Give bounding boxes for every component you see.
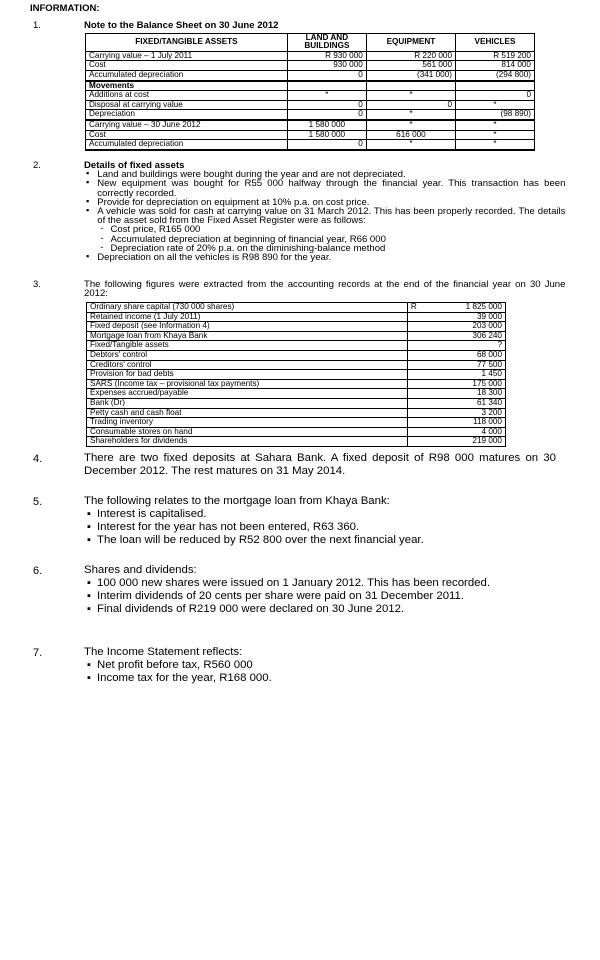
list-item: ▪ Provide for depreciation on equipment at 10% p.a. on cost price. xyxy=(84,197,565,206)
vehicles-cell: 814 000 xyxy=(456,61,535,71)
section-4-number: 4. xyxy=(33,453,43,465)
table-row xyxy=(86,140,535,150)
table-row xyxy=(87,437,506,447)
table-row xyxy=(86,91,535,101)
row-label: Fixed deposit (see Information 4) xyxy=(87,322,408,332)
section-2-details xyxy=(84,160,565,261)
amount-cell: 68 000 xyxy=(407,350,505,360)
equipment-cell: * xyxy=(366,91,455,101)
section-3-number: 3. xyxy=(33,279,41,290)
list-item: ▪ New equipment was bought for R55 000 halfway through the financial year. This transaction has been correctly recorded. xyxy=(84,178,565,196)
row-label: Provision for bad debts xyxy=(87,370,408,380)
section-4-text: There are two fixed deposits at Sahara Bank. A fixed deposit of R98 000 matures on 30 December 2012. The rest matures on 31 May 2014. xyxy=(84,452,556,477)
amount-cell: 1 450 xyxy=(407,370,505,380)
vehicles-cell: (98 890) xyxy=(456,110,535,120)
col-header-equipment: EQUIPMENT xyxy=(366,34,455,52)
section-7-income-statement xyxy=(84,646,556,685)
fixed-assets-note-table xyxy=(85,33,535,151)
table-row xyxy=(87,303,506,313)
section-3-intro: The following figures were extracted from the accounting records at the end of the financial year on 30 June 2012: xyxy=(84,278,566,299)
list-item: ▪ Interest is capitalised. xyxy=(84,508,556,521)
land-cell: 0 xyxy=(287,71,366,81)
vehicles-cell: * xyxy=(456,140,535,150)
accounting-records-table xyxy=(86,302,506,447)
list-item: ▪ Land and buildings were bought during the year and are not depreciated. xyxy=(84,169,565,178)
amount-cell: 203 000 xyxy=(407,322,505,332)
income-statement-list xyxy=(84,659,556,685)
row-label: SARS (Income tax – provisional tax payments) xyxy=(87,379,408,389)
list-item: ▪ Interest for the year has not been entered, R63 360. xyxy=(84,521,556,534)
amount-cell: 3 200 xyxy=(407,408,505,418)
vehicles-cell xyxy=(456,81,535,91)
row-label: Carrying value – 1 July 2011 xyxy=(86,51,288,61)
amount-value: 1 825 000 xyxy=(465,302,502,311)
vehicles-cell: R 519 200 xyxy=(456,51,535,61)
equipment-cell: * xyxy=(366,110,455,120)
land-cell: R 930 000 xyxy=(287,51,366,61)
equipment-cell: R 220 000 xyxy=(366,51,455,61)
list-item: ▪ The loan will be reduced by R52 800 over the next financial year. xyxy=(84,534,556,547)
table-row xyxy=(86,81,535,91)
row-label: Debtors' control xyxy=(87,350,408,360)
list-item: ▪ A vehicle was sold for cash at carrying value on 31 March 2012. This has been properly recorded. The details of the asset sold from the Fixed Asset Register were as follows: xyxy=(84,206,565,224)
table-row xyxy=(86,100,535,110)
section-7-number: 7. xyxy=(33,647,43,659)
equipment-cell: (341 000) xyxy=(366,71,455,81)
table-row xyxy=(86,51,535,61)
amount-cell: 118 000 xyxy=(407,418,505,428)
row-label: Ordinary share capital (730 000 shares) xyxy=(87,303,408,313)
sub-list-item: - Cost price, R165 000 xyxy=(84,224,565,233)
row-label: Carrying value – 30 June 2012 xyxy=(86,120,288,130)
amount-cell: 61 340 xyxy=(407,398,505,408)
information-heading: INFORMATION: xyxy=(30,3,100,14)
list-item: ▪ Depreciation on all the vehicles is R98 890 for the year. xyxy=(84,252,565,261)
amount-cell: 39 000 xyxy=(407,312,505,322)
table-row xyxy=(87,350,506,360)
section-1-number: 1. xyxy=(33,20,41,31)
land-cell: 0 xyxy=(287,110,366,120)
table-header-row xyxy=(86,34,535,52)
list-item: ▪ Net profit before tax, R560 000 xyxy=(84,659,556,672)
row-label: Petty cash and cash float xyxy=(87,408,408,418)
section-2-number: 2. xyxy=(33,160,41,171)
vehicles-cell: * xyxy=(456,130,535,140)
row-label: Retained income (1 July 2011) xyxy=(87,312,408,322)
equipment-cell: 561 000 xyxy=(366,61,455,71)
amount-cell: 4 000 xyxy=(407,427,505,437)
amount-cell: 77 500 xyxy=(407,360,505,370)
row-label: Additions at cost xyxy=(86,91,288,101)
amount-cell xyxy=(407,303,505,313)
list-item: ▪ Final dividends of R219 000 were declared on 30 June 2012. xyxy=(84,603,556,616)
land-cell: 1 580 000 xyxy=(287,130,366,140)
list-item: ▪ Interim dividends of 20 cents per share were paid on 31 December 2011. xyxy=(84,590,556,603)
equipment-cell: 0 xyxy=(366,100,455,110)
land-cell: 930 000 xyxy=(287,61,366,71)
row-label: Consumable stores on hand xyxy=(87,427,408,437)
row-label: Bank (Dr) xyxy=(87,398,408,408)
col-header-assets: FIXED/TANGIBLE ASSETS xyxy=(86,34,288,52)
equipment-cell xyxy=(366,81,455,91)
row-label: Mortgage loan from Khaya Bank xyxy=(87,331,408,341)
table-row xyxy=(87,341,506,351)
amount-cell: 175 000 xyxy=(407,379,505,389)
row-label: Shareholders for dividends xyxy=(87,437,408,447)
land-cell xyxy=(287,81,366,91)
section-1-title: Note to the Balance Sheet on 30 June 2012 xyxy=(84,19,279,30)
row-label: Depreciation xyxy=(86,110,288,120)
table-row xyxy=(86,120,535,130)
row-label: Accumulated depreciation xyxy=(86,71,288,81)
section-5-number: 5. xyxy=(33,496,43,508)
section-5-intro: The following relates to the mortgage loan from Khaya Bank: xyxy=(84,495,390,507)
list-item: ▪ 100 000 new shares were issued on 1 January 2012. This has been recorded. xyxy=(84,577,556,590)
col-header-vehicles: VEHICLES xyxy=(456,34,535,52)
row-label: Trading inventory xyxy=(87,418,408,428)
row-label: Cost xyxy=(86,130,288,140)
equipment-cell: 616 000 xyxy=(366,130,455,140)
amount-cell: 306 240 xyxy=(407,331,505,341)
table-row xyxy=(87,322,506,332)
land-cell: 0 xyxy=(287,100,366,110)
row-label: Accumulated depreciation xyxy=(86,140,288,150)
amount-cell: ? xyxy=(407,341,505,351)
sub-list-item: - Depreciation rate of 20% p.a. on the diminishing-balance method xyxy=(84,243,565,252)
list-item: ▪ Income tax for the year, R168 000. xyxy=(84,672,556,685)
table-row xyxy=(87,370,506,380)
currency-symbol: R xyxy=(410,302,417,311)
row-label: Cost xyxy=(86,61,288,71)
equipment-cell: * xyxy=(366,140,455,150)
land-cell: 1 580 000 xyxy=(287,120,366,130)
vehicles-cell: * xyxy=(456,100,535,110)
sub-list-item: - Accumulated depreciation at beginning of financial year, R66 000 xyxy=(84,234,565,243)
row-label: Fixed/Tangible assets xyxy=(87,341,408,351)
table-row xyxy=(87,398,506,408)
section-6-shares xyxy=(84,564,556,616)
section-6-intro: Shares and dividends: xyxy=(84,564,197,576)
section-7-intro: The Income Statement reflects: xyxy=(84,646,243,658)
row-label: Movements xyxy=(86,81,288,91)
row-label: Expenses accrued/payable xyxy=(87,389,408,399)
table-row xyxy=(86,71,535,81)
col-header-land: LAND AND BUILDINGS xyxy=(287,34,366,52)
amount-cell: 219 000 xyxy=(407,437,505,447)
table-row xyxy=(87,418,506,428)
table-row xyxy=(86,110,535,120)
vehicles-cell: 0 xyxy=(456,91,535,101)
amount-cell: 18 300 xyxy=(407,389,505,399)
equipment-cell: * xyxy=(366,120,455,130)
vehicles-cell: * xyxy=(456,120,535,130)
section-5-mortgage xyxy=(84,495,556,547)
table-row xyxy=(87,389,506,399)
vehicles-cell: (294 800) xyxy=(456,71,535,81)
shares-dividends-list xyxy=(84,577,556,616)
section-6-number: 6. xyxy=(33,565,43,577)
section-2-title: Details of fixed assets xyxy=(84,159,185,170)
land-cell: * xyxy=(287,91,366,101)
row-label: Creditors' control xyxy=(87,360,408,370)
mortgage-loan-list xyxy=(84,508,556,547)
row-label: Disposal at carrying value xyxy=(86,100,288,110)
fixed-assets-details-list xyxy=(84,169,565,261)
land-cell: 0 xyxy=(287,140,366,150)
